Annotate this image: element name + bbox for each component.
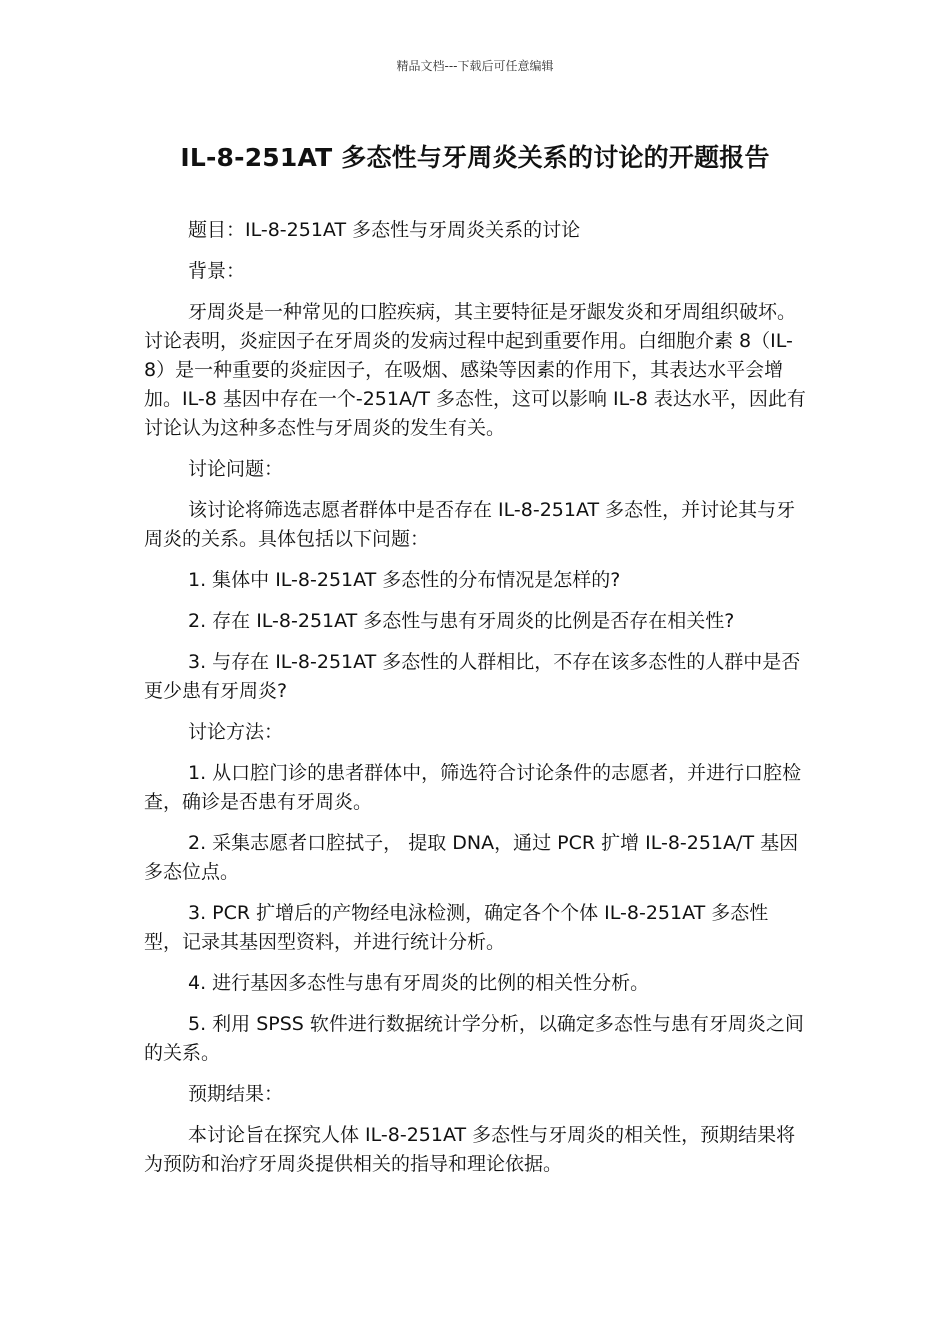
document-title: IL-8-251AT 多态性与牙周炎关系的讨论的开题报告 bbox=[180, 143, 770, 172]
method-item-1: 1. 从口腔门诊的患者群体中，筛选符合讨论条件的志愿者，并进行口腔检查，确诊是否患有牙周炎。 bbox=[144, 762, 802, 813]
question-item-3: 3. 与存在 IL-8-251AT 多态性的人群相比，不存在该多态性的人群中是否更少患有牙周炎? bbox=[144, 651, 801, 702]
questions-heading: 讨论问题： bbox=[188, 458, 284, 480]
method-item-2: 2. 采集志愿者口腔拭子， 提取 DNA，通过 PCR 扩增 IL-8-251A/T 基因多态位点。 bbox=[144, 832, 799, 883]
method-item-3: 3. PCR 扩增后的产物经电泳检测，确定各个个体 IL-8-251AT 多态性型，记录其基因型资料，并进行统计分析。 bbox=[144, 902, 769, 953]
methods-heading: 讨论方法： bbox=[188, 721, 284, 743]
question-item-2: 2. 存在 IL-8-251AT 多态性与患有牙周炎的比例是否存在相关性? bbox=[188, 610, 735, 632]
background-paragraph: 牙周炎是一种常见的口腔疾病，其主要特征是牙龈发炎和牙周组织破坏。讨论表明，炎症因子在牙周炎的发病过程中起到重要作用。白细胞介素 8（IL-8）是一种重要的炎症因子，在吸烟、感染等因素的作用下，其表达水平会增加。IL-8 基因中存在一个-251A/T 多态性，这可以影响 IL-8 表达水平，因此有讨论认为这种多态性与牙周炎的发生有关。 bbox=[144, 301, 806, 439]
method-item-4: 4. 进行基因多态性与患有牙周炎的比例的相关性分析。 bbox=[188, 972, 650, 994]
results-heading: 预期结果： bbox=[188, 1083, 284, 1105]
background-heading: 背景： bbox=[188, 260, 246, 282]
document-body bbox=[144, 216, 806, 1191]
results-paragraph: 本讨论旨在探究人体 IL-8-251AT 多态性与牙周炎的相关性，预期结果将为预防和治疗牙周炎提供相关的指导和理论依据。 bbox=[144, 1124, 796, 1175]
question-item-1: 1. 集体中 IL-8-251AT 多态性的分布情况是怎样的? bbox=[188, 569, 621, 591]
topic-paragraph: 题目：IL-8-251AT 多态性与牙周炎关系的讨论 bbox=[188, 219, 581, 241]
page-header: 精品文档---下载后可任意编辑 bbox=[396, 59, 554, 73]
questions-intro: 该讨论将筛选志愿者群体中是否存在 IL-8-251AT 多态性，并讨论其与牙周炎的关系。具体包括以下问题： bbox=[144, 499, 796, 550]
method-item-5: 5. 利用 SPSS 软件进行数据统计学分析，以确定多态性与患有牙周炎之间的关系。 bbox=[144, 1013, 804, 1064]
